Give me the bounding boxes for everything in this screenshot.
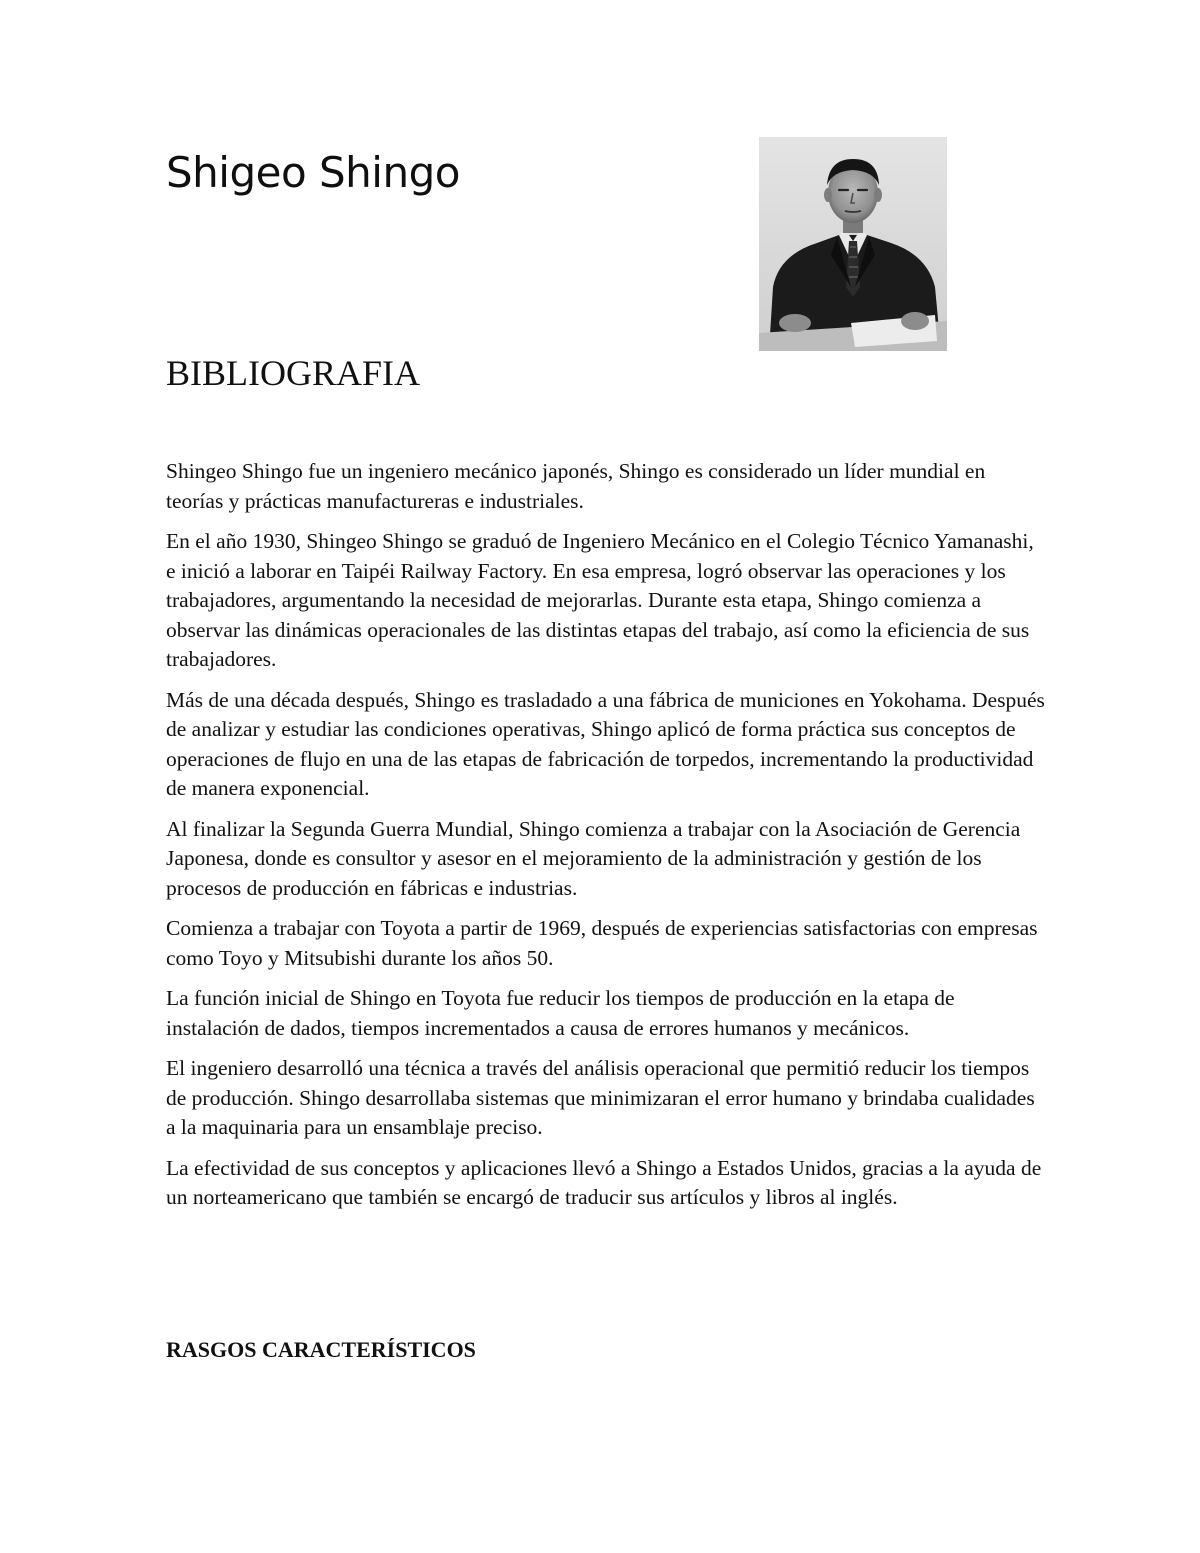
paragraph: En el año 1930, Shingeo Shingo se graduó de Ingeniero Mecánico en el Colegio Técnico Yamanashi, e inició a laborar en Taipéi Railway Factory. En esa empresa, logró observar las operaciones y los trabajadores, argumentando la necesidad de mejorarlas. Durante esta etapa, Shingo comienza a observar las dinámicas operacionales de las distintas etapas del trabajo, así como la eficiencia de sus trabajadores. <box>166 529 1034 671</box>
paragraph: La efectividad de sus conceptos y aplicaciones llevó a Shingo a Estados Unidos, gracias a la ayuda de un norteamericano que también se encargó de traducir sus artículos y libros al inglés. <box>166 1155 1042 1209</box>
biography-body <box>166 457 1046 1224</box>
paragraph: La función inicial de Shingo en Toyota fue reducir los tiempos de producción en la etapa de instalación de dados, tiempos incrementados a causa de errores humanos y mecánicos. <box>166 986 955 1040</box>
paragraph: Al finalizar la Segunda Guerra Mundial, Shingo comienza a trabajar con la Asociación de Gerencia Japonesa, donde es consultor y asesor en el mejoramiento de la administración y gestión de los procesos de producción en fábricas e industrias. <box>166 816 1021 900</box>
portrait-photo <box>759 137 947 351</box>
paragraph: El ingeniero desarrolló una técnica a través del análisis operacional que permitió reducir los tiempos de producción. Shingo desarrollaba sistemas que minimizaran el error humano y brindaba cualidades a la maquinaria para un ensamblaje preciso. <box>166 1056 1035 1139</box>
portrait-illustration <box>759 137 947 351</box>
section-heading-rasgos: RASGOS CARACTERÍSTICOS <box>166 1337 476 1362</box>
document-title: Shigeo Shingo <box>166 148 460 197</box>
section-heading-bibliografia: BIBLIOGRAFIA <box>166 353 421 393</box>
paragraph: Más de una década después, Shingo es trasladado a una fábrica de municiones en Yokohama. Después de analizar y estudiar las condiciones operativas, Shingo aplicó de forma práctica sus conceptos de operaciones de flujo en una de las etapas de fabricación de torpedos, incrementando la productividad de manera exponencial. <box>166 687 1045 800</box>
paragraph: Shingeo Shingo fue un ingeniero mecánico japonés, Shingo es considerado un líder mundial en teorías y prácticas manufactureras e industriales. <box>166 459 986 513</box>
paragraph: Comienza a trabajar con Toyota a partir de 1969, después de experiencias satisfactorias con empresas como Toyo y Mitsubishi durante los años 50. <box>166 916 1038 970</box>
